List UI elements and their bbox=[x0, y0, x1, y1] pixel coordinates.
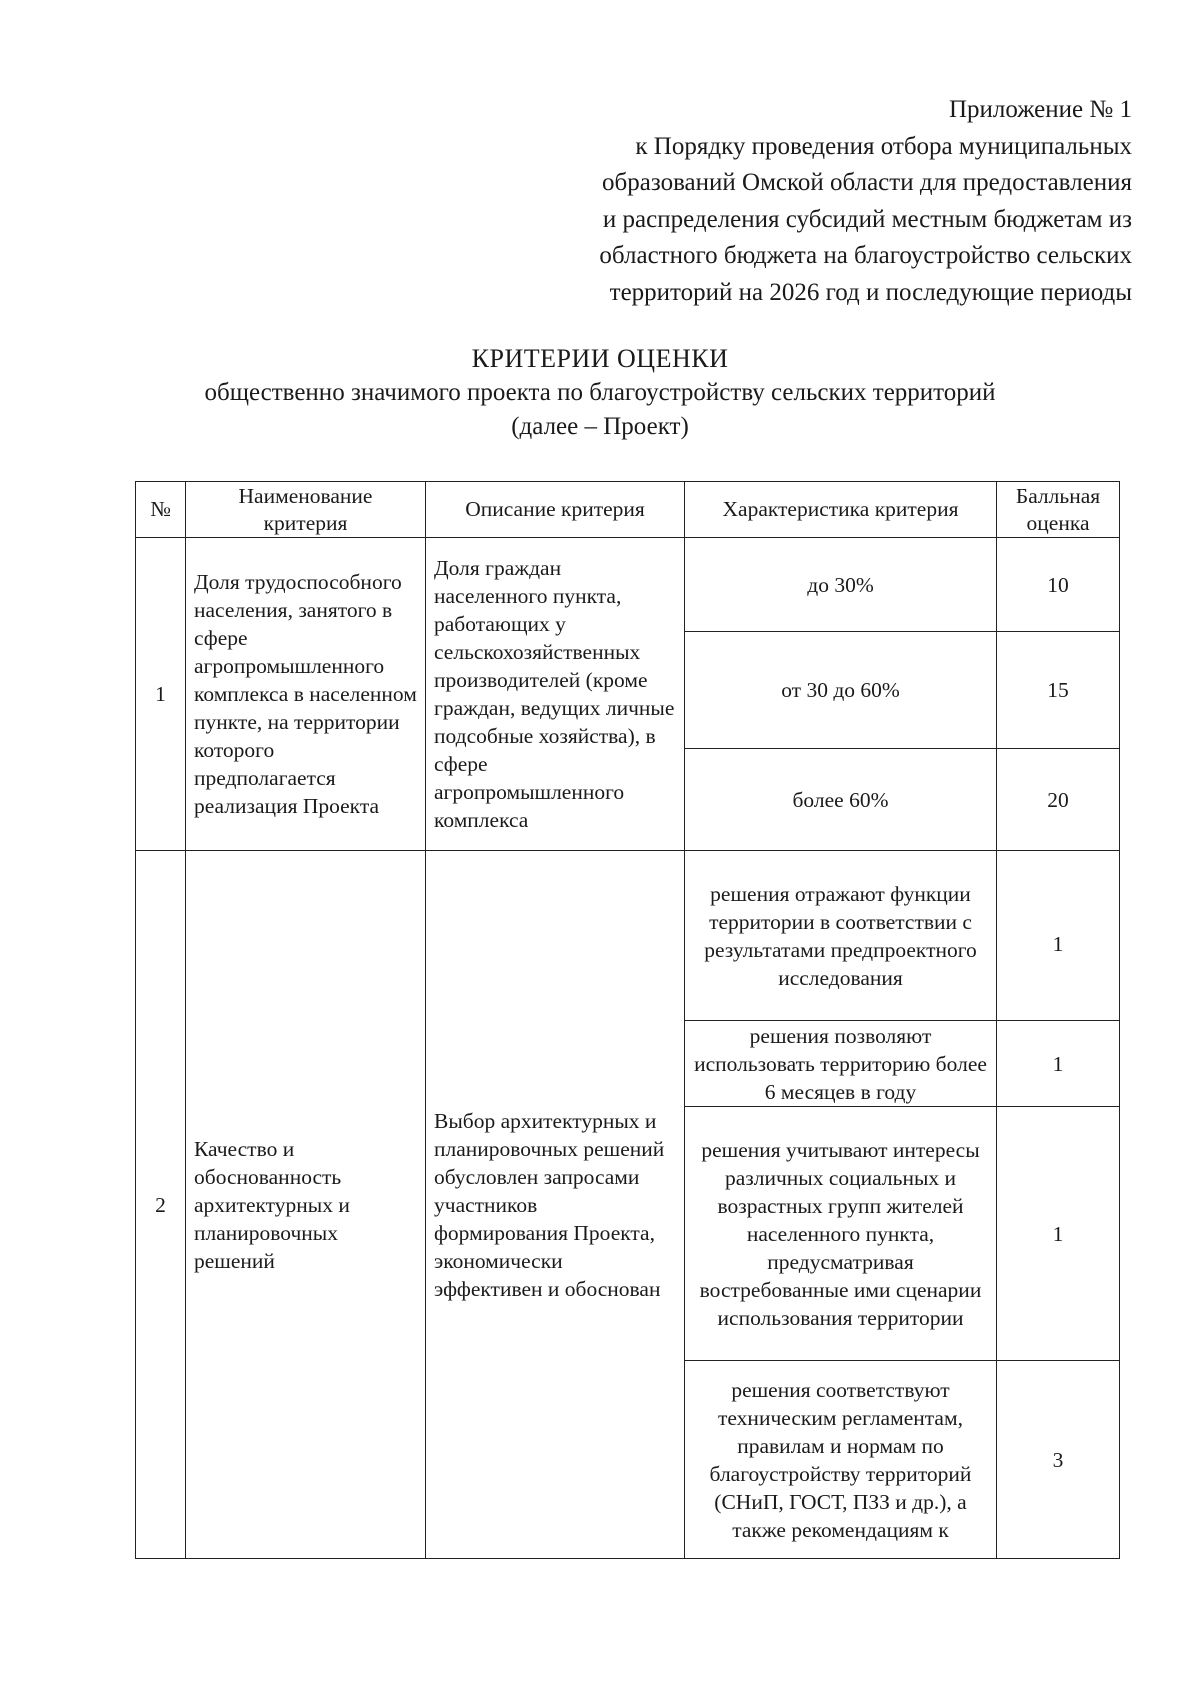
table-row bbox=[136, 851, 1120, 1021]
appendix-line: территорий на 2026 год и последующие периоды bbox=[609, 278, 1132, 306]
criterion-score: 20 bbox=[997, 749, 1120, 851]
table-header-row bbox=[136, 482, 1120, 538]
criterion-score: 3 bbox=[997, 1361, 1120, 1559]
appendix-line: и распределения субсидий местным бюджетам из bbox=[602, 205, 1132, 233]
table-row bbox=[136, 538, 1120, 632]
criterion-characteristic: решения позволяют использовать территорию более 6 месяцев в году bbox=[685, 1021, 997, 1107]
criterion-score: 1 bbox=[997, 851, 1120, 1021]
criterion-characteristic: решения соответствуют техническим регламентам, правилам и нормам по благоустройству территорий (СНиП, ГОСТ, ПЗЗ и др.), а также рекомендациям к bbox=[685, 1361, 997, 1559]
header-number: № bbox=[136, 482, 186, 538]
title-subtitle-note: (далее – Проект) bbox=[511, 413, 689, 440]
criterion-description: Доля граждан населенного пункта, работающих у сельскохозяйственных производителей (кроме граждан, ведущих личные подсобные хозяйства), в сфере агропромышленного комплекса bbox=[426, 538, 685, 851]
criterion-score: 10 bbox=[997, 538, 1120, 632]
criterion-characteristic: более 60% bbox=[685, 749, 997, 851]
header-criterion-description: Описание критерия bbox=[426, 482, 685, 538]
row-number: 1 bbox=[136, 538, 186, 851]
criterion-description: Выбор архитектурных и планировочных решений обусловлен запросами участников формирования Проекта, экономически эффективен и обоснован bbox=[426, 851, 685, 1559]
appendix-number: Приложение № 1 bbox=[948, 96, 1132, 123]
appendix-header bbox=[492, 92, 1132, 311]
header-criterion-characteristic: Характеристика критерия bbox=[685, 482, 997, 538]
row-number: 2 bbox=[136, 851, 186, 1559]
appendix-line: к Порядку проведения отбора муниципальных bbox=[635, 132, 1132, 160]
criterion-characteristic: от 30 до 60% bbox=[685, 632, 997, 749]
document-title bbox=[0, 342, 1200, 444]
criterion-characteristic: до 30% bbox=[685, 538, 997, 632]
appendix-line: областного бюджета на благоустройство сельских bbox=[599, 242, 1132, 269]
criterion-score: 1 bbox=[997, 1107, 1120, 1361]
criterion-characteristic: решения отражают функции территории в соответствии с результатами предпроектного исследования bbox=[685, 851, 997, 1021]
header-score: Балльная оценка bbox=[997, 482, 1120, 538]
appendix-line: образований Омской области для предоставления bbox=[602, 169, 1132, 196]
criterion-name: Доля трудоспособного населения, занятого в сфере агропромышленного комплекса в населенном пункте, на территории которого предполагается реализация Проекта bbox=[186, 538, 426, 851]
title-main: КРИТЕРИИ ОЦЕНКИ bbox=[471, 344, 729, 373]
header-criterion-name: Наименование критерия bbox=[186, 482, 426, 538]
criterion-score: 1 bbox=[997, 1021, 1120, 1107]
criterion-characteristic: решения учитывают интересы различных социальных и возрастных групп жителей населенного пункта, предусматривая востребованные ими сценарии использования территории bbox=[685, 1107, 997, 1361]
criteria-table bbox=[135, 481, 1120, 1559]
criterion-name: Качество и обоснованность архитектурных и планировочных решений bbox=[186, 851, 426, 1559]
title-subtitle: общественно значимого проекта по благоустройству сельских территорий bbox=[204, 379, 996, 406]
criterion-score: 15 bbox=[997, 632, 1120, 749]
